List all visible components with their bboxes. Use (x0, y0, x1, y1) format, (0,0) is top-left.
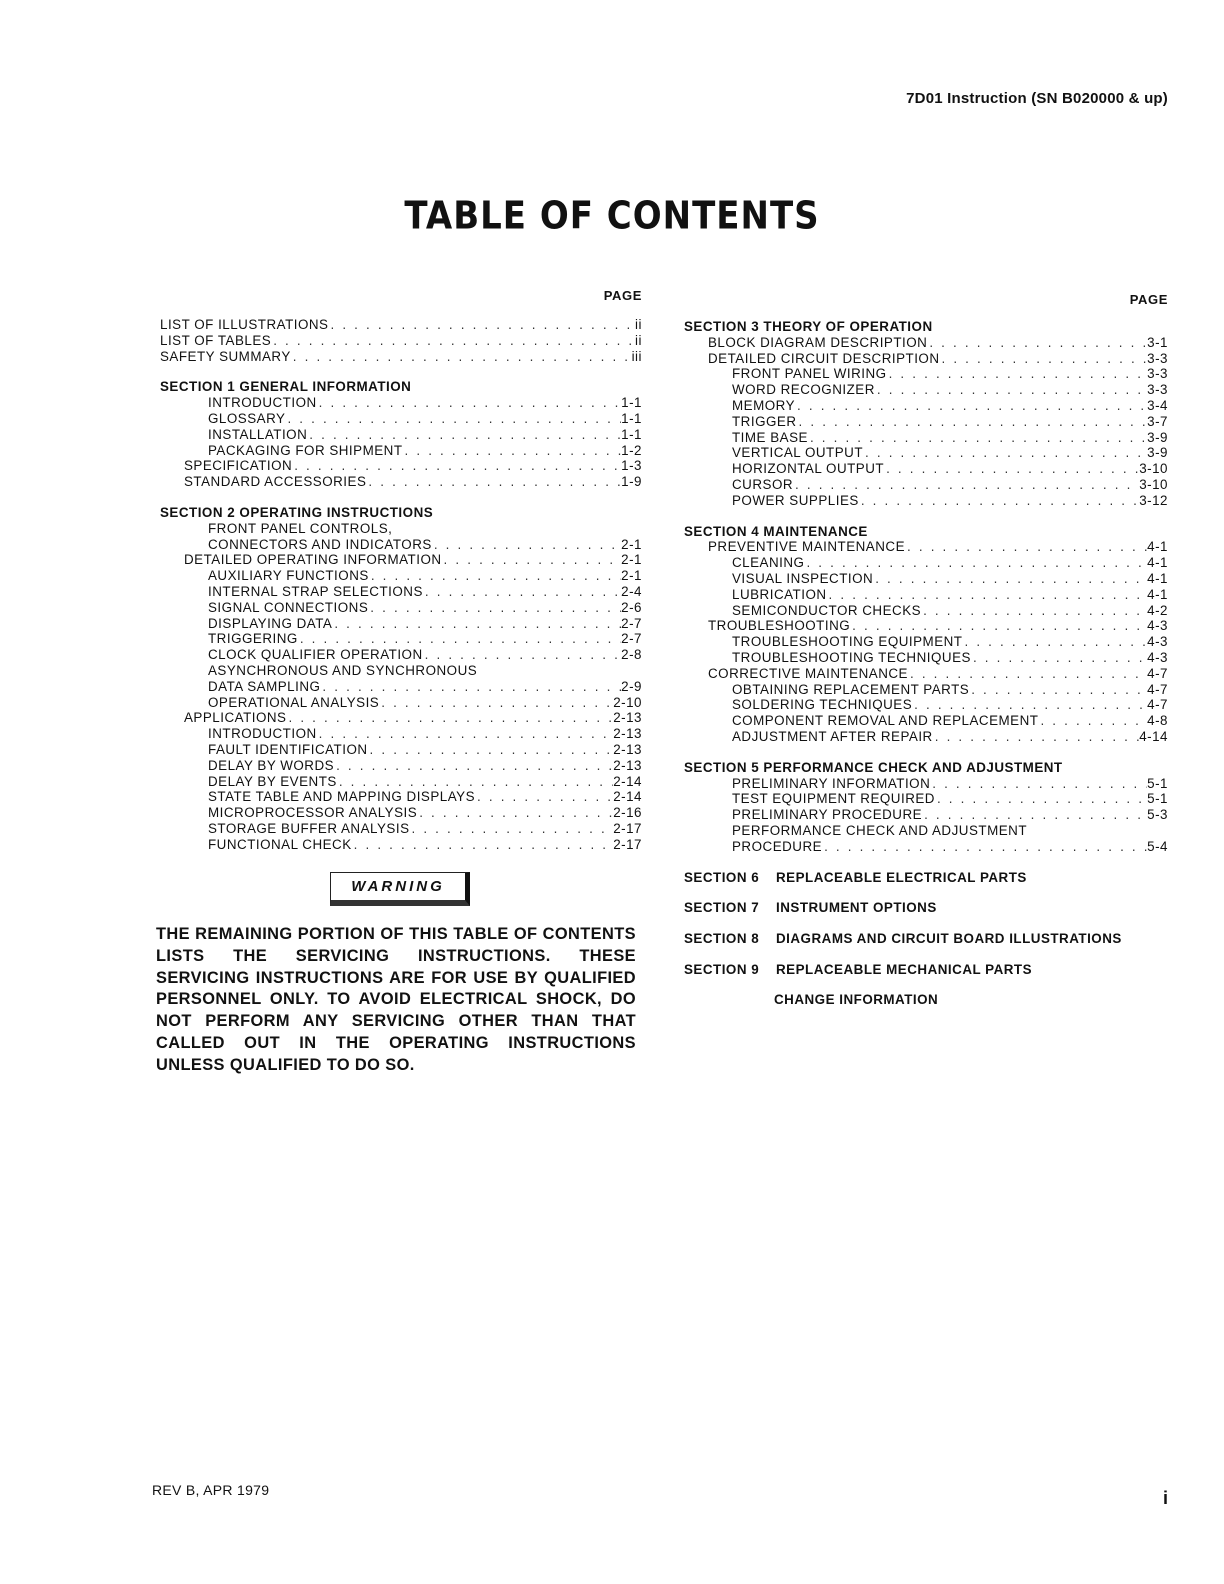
toc-entry-title: FRONT PANEL CONTROLS, (208, 520, 393, 536)
toc-entry-title: CONNECTORS AND INDICATORS (208, 536, 432, 552)
toc-entry (684, 493, 1168, 509)
dot-leader (933, 729, 1139, 745)
toc-entry-page: 4-8 (1147, 713, 1168, 729)
toc-entry (160, 568, 642, 584)
toc-entry (684, 461, 1168, 477)
toc-entry-page: 2-4 (621, 583, 642, 599)
toc-entry (160, 474, 642, 490)
toc-entry-title: POWER SUPPLIES (732, 492, 859, 508)
toc-entry-title: SPECIFICATION (184, 458, 293, 474)
toc-entry (160, 710, 642, 726)
toc-entry (684, 382, 1168, 398)
toc-entry (160, 789, 642, 805)
dot-leader (935, 791, 1147, 807)
toc-entry (160, 395, 642, 411)
toc-entry (160, 742, 642, 758)
toc-entry-title: INTRODUCTION (208, 395, 317, 411)
toc-entry (684, 776, 1168, 792)
toc-entry-page: 5-1 (1147, 775, 1168, 791)
toc-entry-title: TEST EQUIPMENT REQUIRED (732, 791, 935, 807)
toc-entry (160, 427, 642, 443)
toc-entry-page: 3-10 (1139, 476, 1168, 492)
toc-entry-page: 4-3 (1147, 649, 1168, 665)
toc-entry-title: STATE TABLE AND MAPPING DISPLAYS (208, 789, 476, 805)
toc-entry-title: AUXILIARY FUNCTIONS (208, 568, 369, 584)
toc-entry-title: VISUAL INSPECTION (732, 570, 874, 586)
toc-entry (160, 821, 642, 837)
dot-leader (379, 695, 613, 711)
toc-entry (684, 555, 1168, 571)
toc-entry-title: FUNCTIONAL CHECK (208, 836, 352, 852)
toc-entry-title: CORRECTIVE MAINTENANCE (708, 665, 908, 681)
toc-right-sections (684, 870, 1168, 978)
dot-leader (352, 837, 614, 853)
toc-entry-page: 2-1 (621, 552, 642, 568)
toc-entry (160, 805, 642, 821)
dot-leader (797, 414, 1148, 430)
toc-entry-page: 3-9 (1147, 429, 1168, 445)
toc-entry-title: VERTICAL OUTPUT (732, 445, 864, 461)
toc-entry-title: ADJUSTMENT AFTER REPAIR (732, 728, 933, 744)
dot-leader (930, 776, 1147, 792)
toc-entry-title: FRONT PANEL WIRING (732, 366, 887, 382)
toc-entry-page: 4-3 (1147, 634, 1168, 650)
toc-entry (684, 682, 1168, 698)
dot-leader (927, 335, 1147, 351)
dot-leader (369, 568, 621, 584)
toc-entry-title: TROUBLESHOOTING TECHNIQUES (732, 649, 971, 665)
toc-entry-title: TIME BASE (732, 429, 808, 445)
dot-leader (320, 679, 621, 695)
toc-entry (684, 666, 1168, 682)
dot-leader (366, 474, 621, 490)
toc-entry-title: PREVENTIVE MAINTENANCE (708, 539, 906, 555)
section-number: SECTION 8 (684, 931, 760, 947)
toc-entry (160, 758, 642, 774)
warning-label: WARNING (330, 872, 470, 906)
toc-entry-page: 4-2 (1147, 602, 1168, 618)
toc-entry-title: CLEANING (732, 555, 805, 571)
toc-entry-page: 3-3 (1147, 350, 1168, 366)
dot-leader (368, 742, 614, 758)
toc-entry-continuation (160, 663, 642, 679)
toc-entry-title: HORIZONTAL OUTPUT (732, 461, 885, 477)
toc-entry-page: 2-17 (613, 820, 642, 836)
toc-entry-page: 2-13 (613, 710, 642, 726)
dot-leader (922, 807, 1147, 823)
toc-entry-page: 5-1 (1147, 791, 1168, 807)
toc-entry-page: 2-1 (621, 568, 642, 584)
toc-entry-page: 2-16 (613, 805, 642, 821)
toc-entry-title: INTRODUCTION (208, 726, 317, 742)
toc-entry-title: STORAGE BUFFER ANALYSIS (208, 820, 410, 836)
toc-entry-page: ii (635, 317, 642, 332)
toc-entry-title: CLOCK QUALIFIER OPERATION (208, 647, 423, 663)
dot-leader (368, 600, 621, 616)
toc-entry (684, 445, 1168, 461)
toc-entry (160, 695, 642, 711)
toc-entry-title: DETAILED OPERATING INFORMATION (184, 552, 442, 568)
dot-leader (337, 774, 613, 790)
dot-leader (292, 458, 621, 474)
toc-entry-page: 2-14 (613, 773, 642, 789)
toc-entry-page: 3-3 (1147, 366, 1168, 382)
dot-leader (403, 443, 622, 459)
toc-entry (684, 539, 1168, 555)
toc-entry-title: FAULT IDENTIFICATION (208, 741, 368, 757)
toc-entry-page: 1-2 (621, 442, 642, 458)
toc-entry-title: OPERATIONAL ANALYSIS (208, 694, 380, 710)
toc-entry-page: 4-7 (1147, 697, 1168, 713)
dot-leader (332, 616, 621, 632)
section-number: SECTION 6 (684, 869, 760, 885)
toc-entry-page: 5-4 (1147, 838, 1168, 854)
toc-section-heading: SECTION 5 PERFORMANCE CHECK AND ADJUSTMENT (684, 759, 1063, 775)
toc-entry-title: WORD RECOGNIZER (732, 382, 875, 398)
revision-date: REV B, APR 1979 (152, 1482, 270, 1498)
toc-entry-page: 1-1 (621, 395, 642, 411)
section-title: INSTRUMENT OPTIONS (776, 900, 937, 916)
section-number: SECTION 9 (684, 961, 760, 977)
dot-leader (317, 726, 614, 742)
toc-entry-title: PROCEDURE (732, 838, 823, 854)
dot-leader (795, 398, 1147, 414)
dot-leader (793, 477, 1139, 493)
toc-entry (160, 537, 642, 553)
dot-leader (271, 333, 635, 349)
toc-entry (684, 366, 1168, 382)
dot-leader (822, 839, 1147, 855)
toc-entry-title: MEMORY (732, 397, 796, 413)
toc-entry (160, 631, 642, 647)
toc-entry-title: ASYNCHRONOUS AND SYNCHRONOUS (208, 662, 478, 678)
toc-entry-title: SEMICONDUCTOR CHECKS (732, 602, 922, 618)
toc-entry-page: 4-14 (1139, 728, 1168, 744)
toc-entry (684, 430, 1168, 446)
toc-entry-page: 3-12 (1139, 492, 1168, 508)
toc-entry (684, 571, 1168, 587)
toc-entry-page: 4-3 (1147, 618, 1168, 634)
dot-leader (875, 382, 1147, 398)
toc-entry-title: PRELIMINARY PROCEDURE (732, 807, 923, 823)
toc-entry-page: 3-10 (1139, 461, 1168, 477)
toc-entry-page: 1-1 (621, 426, 642, 442)
toc-entry-page: 5-3 (1147, 807, 1168, 823)
toc-entry-page: 4-1 (1147, 555, 1168, 571)
toc-entry-title: CURSOR (732, 476, 794, 492)
toc-left-column (160, 288, 642, 853)
toc-entry-page: 3-4 (1147, 397, 1168, 413)
dot-leader (307, 427, 621, 443)
toc-entry-title: MICROPROCESSOR ANALYSIS (208, 805, 418, 821)
toc-entry-page: 4-1 (1147, 539, 1168, 555)
toc-entry-page: 2-13 (613, 726, 642, 742)
toc-entry-page: 2-9 (621, 678, 642, 694)
toc-entry-page: 4-7 (1147, 665, 1168, 681)
dot-leader (432, 537, 621, 553)
toc-entry-title: PERFORMANCE CHECK AND ADJUSTMENT (732, 822, 1027, 838)
toc-entry-title: TROUBLESHOOTING EQUIPMENT (732, 634, 963, 650)
toc-entry (160, 443, 642, 459)
toc-entry (160, 774, 642, 790)
toc-entry-page: 2-7 (621, 631, 642, 647)
toc-entry-page: 1-9 (621, 474, 642, 490)
toc-entry-page: 2-13 (613, 757, 642, 773)
page-title: TABLE OF CONTENTS (404, 193, 820, 239)
toc-entry (160, 616, 642, 632)
dot-leader (442, 552, 622, 568)
toc-entry (684, 697, 1168, 713)
section-title: REPLACEABLE ELECTRICAL PARTS (776, 869, 1027, 885)
toc-entry-page: 3-3 (1147, 382, 1168, 398)
toc-entry (684, 729, 1168, 745)
page-column-header: PAGE (1129, 292, 1168, 307)
dot-leader (410, 821, 614, 837)
dot-leader (859, 493, 1139, 509)
dot-leader (873, 571, 1147, 587)
dot-leader (921, 603, 1147, 619)
toc-entry-title: DISPLAYING DATA (208, 615, 333, 631)
toc-entry-page: 2-7 (621, 615, 642, 631)
document-header-title: 7D01 Instruction (SN B020000 & up) (906, 90, 1168, 107)
toc-entry-page: 4-1 (1147, 570, 1168, 586)
dot-leader (850, 618, 1147, 634)
dot-leader (475, 789, 613, 805)
section-title: DIAGRAMS AND CIRCUIT BOARD ILLUSTRATIONS (776, 931, 1122, 947)
toc-entry-title: DELAY BY EVENTS (208, 773, 337, 789)
toc-entry (684, 791, 1168, 807)
dot-leader (291, 349, 632, 365)
toc-entry-title: OBTAINING REPLACEMENT PARTS (732, 681, 970, 697)
toc-entry-title: STANDARD ACCESSORIES (184, 474, 367, 490)
dot-leader (417, 805, 613, 821)
toc-entry-title: DETAILED CIRCUIT DESCRIPTION (708, 350, 940, 366)
toc-entry-continuation (160, 521, 642, 537)
toc-entry-title: TRIGGER (732, 413, 797, 429)
toc-entry-title: SAFETY SUMMARY (160, 348, 291, 364)
dot-leader (884, 461, 1139, 477)
toc-section-heading: SECTION 1 GENERAL INFORMATION (160, 379, 412, 395)
toc-right-entries (684, 319, 1168, 855)
dot-leader (969, 682, 1147, 698)
toc-entry (684, 351, 1168, 367)
toc-entry-title: PACKAGING FOR SHIPMENT (208, 442, 403, 458)
toc-entry-page: 4-7 (1147, 681, 1168, 697)
dot-leader (329, 317, 636, 333)
toc-entry (160, 584, 642, 600)
toc-section-heading (684, 931, 1168, 947)
dot-leader (887, 366, 1148, 382)
toc-section-heading: SECTION 4 MAINTENANCE (684, 523, 868, 539)
toc-entry-page: 1-1 (621, 410, 642, 426)
dot-leader (827, 587, 1148, 603)
toc-section-heading (684, 870, 1168, 886)
toc-section-heading (684, 900, 1168, 916)
toc-entry-page: 1-3 (621, 458, 642, 474)
toc-entry-page: 2-10 (613, 694, 642, 710)
toc-entry (160, 458, 642, 474)
dot-leader (298, 631, 621, 647)
toc-entry (160, 600, 642, 616)
toc-section-heading: SECTION 3 THEORY OF OPERATION (684, 319, 933, 334)
toc-entry (160, 679, 642, 695)
toc-entry-title: APPLICATIONS (184, 710, 287, 726)
toc-entry-page: 4-1 (1147, 586, 1168, 602)
toc-entry-title: LIST OF TABLES (160, 332, 272, 348)
toc-entry (160, 349, 642, 365)
toc-entry (684, 414, 1168, 430)
dot-leader (808, 430, 1147, 446)
toc-entry-page: 2-17 (613, 836, 642, 852)
dot-leader (285, 411, 621, 427)
toc-entry-title: INSTALLATION (208, 426, 308, 442)
toc-right-column (684, 292, 1168, 1007)
toc-entry (684, 618, 1168, 634)
toc-entry-title: TRIGGERING (208, 631, 298, 647)
toc-entry (684, 587, 1168, 603)
dot-leader (971, 650, 1147, 666)
dot-leader (1038, 713, 1147, 729)
toc-entry-page: ii (635, 332, 642, 348)
toc-entry-page: 2-13 (613, 741, 642, 757)
dot-leader (908, 666, 1147, 682)
toc-entry-title: DELAY BY WORDS (208, 757, 335, 773)
toc-entry (160, 647, 642, 663)
toc-entry-title: LIST OF ILLUSTRATIONS (160, 317, 329, 332)
toc-entry (684, 335, 1168, 351)
toc-entry (684, 398, 1168, 414)
dot-leader (317, 395, 621, 411)
toc-entry (160, 317, 642, 333)
warning-text: THE REMAINING PORTION OF THIS TABLE OF CONTENTS LISTS THE SERVICING INSTRUCTIONS. THESE SERVICING INSTRUCTIONS ARE FOR USE BY QUALIFIED PERSONNEL ONLY. TO AVOID ELECTRICAL SHOCK, DO NOT PERFORM ANY SERVICING OTHER THAN THAT CALLED OUT IN THE OPERATING INSTRUCTIONS UNLESS QUALIFIED TO DO SO. (156, 925, 636, 1074)
toc-entry-title: COMPONENT REMOVAL AND REPLACEMENT (732, 713, 1039, 729)
dot-leader (912, 697, 1147, 713)
section-title: REPLACEABLE MECHANICAL PARTS (776, 961, 1033, 977)
page-column-header: PAGE (603, 288, 642, 303)
dot-leader (940, 351, 1148, 367)
toc-left-entries (160, 317, 642, 853)
toc-entry-title: TROUBLESHOOTING (708, 618, 851, 634)
toc-entry-page: 3-1 (1147, 334, 1168, 350)
dot-leader (334, 758, 613, 774)
toc-entry (160, 837, 642, 853)
dot-leader (863, 445, 1147, 461)
page-number: i (1162, 1488, 1168, 1508)
toc-entry-continuation (684, 823, 1168, 839)
toc-entry-title: SIGNAL CONNECTIONS (208, 599, 369, 615)
toc-entry-title: INTERNAL STRAP SELECTIONS (208, 583, 423, 599)
toc-entry (684, 634, 1168, 650)
toc-entry-page: 2-14 (613, 789, 642, 805)
toc-entry (684, 713, 1168, 729)
toc-entry (160, 411, 642, 427)
toc-section-heading (684, 962, 1168, 978)
toc-entry-title: LUBRICATION (732, 586, 827, 602)
toc-entry-title: SOLDERING TECHNIQUES (732, 697, 913, 713)
toc-entry (684, 603, 1168, 619)
dot-leader (963, 634, 1148, 650)
change-information: CHANGE INFORMATION (774, 991, 939, 1007)
toc-entry-title: DATA SAMPLING (208, 678, 321, 694)
toc-entry (160, 552, 642, 568)
toc-entry-page: 3-7 (1147, 413, 1168, 429)
toc-entry-title: GLOSSARY (208, 410, 286, 426)
dot-leader (423, 647, 622, 663)
toc-entry (684, 650, 1168, 666)
toc-section-heading: SECTION 2 OPERATING INSTRUCTIONS (160, 504, 434, 520)
dot-leader (287, 710, 614, 726)
toc-entry-page: iii (631, 348, 642, 364)
section-number: SECTION 7 (684, 900, 760, 916)
toc-entry-page: 2-6 (621, 599, 642, 615)
toc-entry-title: BLOCK DIAGRAM DESCRIPTION (708, 334, 928, 350)
toc-entry-title: PRELIMINARY INFORMATION (732, 775, 931, 791)
toc-entry (684, 477, 1168, 493)
dot-leader (804, 555, 1147, 571)
toc-entry-page: 2-8 (621, 647, 642, 663)
toc-entry (684, 807, 1168, 823)
dot-leader (423, 584, 621, 600)
toc-entry (160, 333, 642, 349)
toc-entry-page: 2-1 (621, 536, 642, 552)
dot-leader (905, 539, 1147, 555)
toc-entry-page: 3-9 (1147, 445, 1168, 461)
toc-entry (160, 726, 642, 742)
toc-entry (684, 839, 1168, 855)
